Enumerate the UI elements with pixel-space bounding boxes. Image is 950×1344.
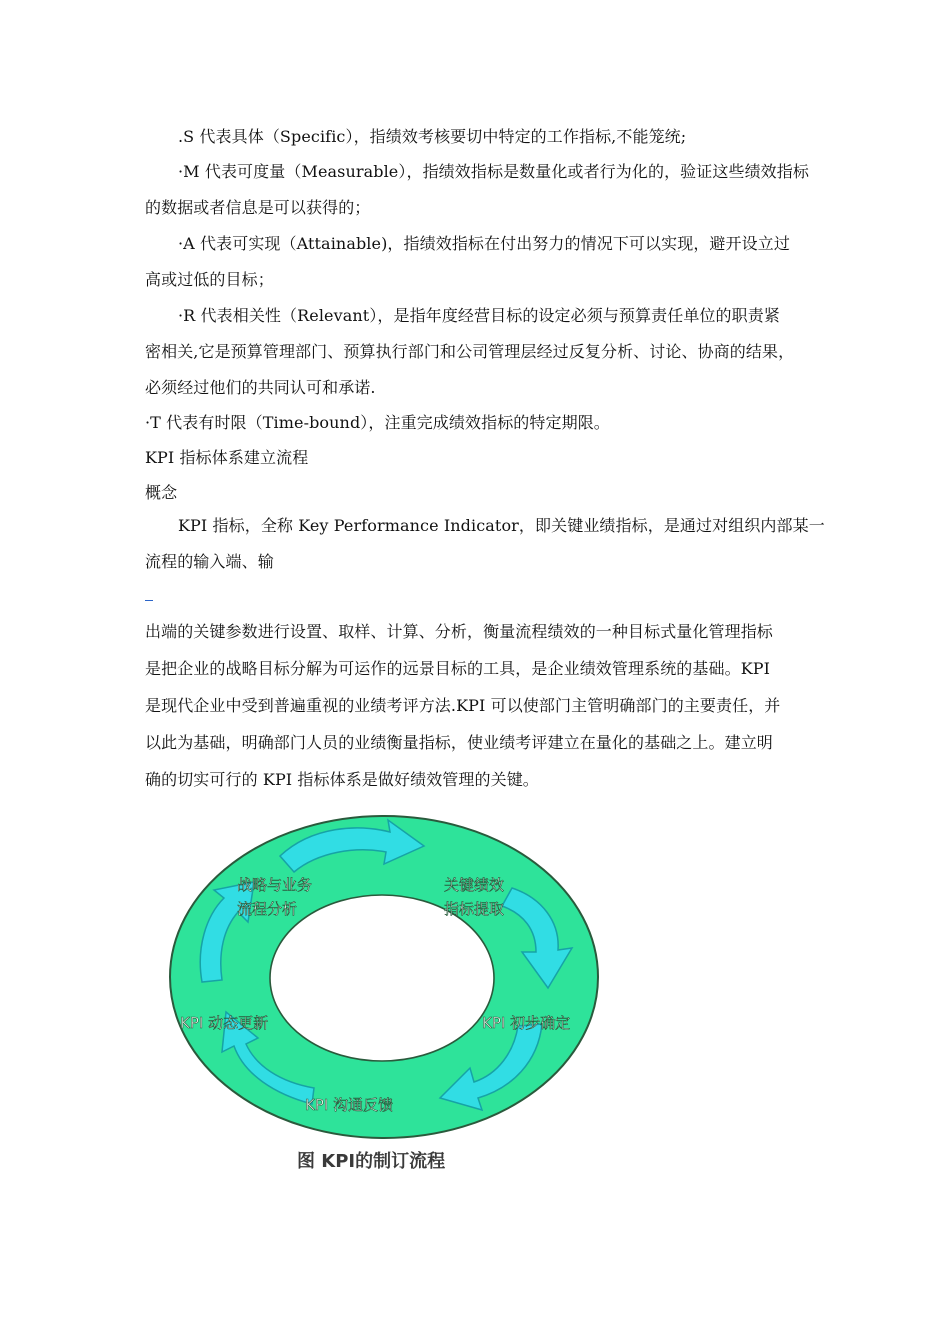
section-heading: KPI 指标体系建立流程: [145, 448, 309, 467]
smart-r-paragraph-line1: ·R 代表相关性（Relevant），是指年度经营目标的设定必须与预算责任单位的职责紧: [178, 306, 780, 325]
smart-r-paragraph-line3: 必须经过他们的共同认可和承诺.: [145, 378, 376, 397]
step-kpi-extraction-line1: 关键绩效: [444, 876, 505, 894]
kpi-body-line2: 是把企业的战略目标分解为可运作的远景目标的工具，是企业绩效管理系统的基础。KPI: [145, 659, 771, 678]
kpi-body-line3: 是现代企业中受到普遍重视的业绩考评方法.KPI 可以使部门主管明确部门的主要责任，并: [145, 696, 781, 715]
page-break-mark: [145, 600, 153, 601]
figure-caption: 图 KPI的制订流程: [297, 1151, 446, 1172]
step-kpi-initial: KPI 初步确定: [482, 1014, 571, 1032]
kpi-body-line5: 确的切实可行的 KPI 指标体系是做好绩效管理的关键。: [145, 770, 539, 789]
smart-a-paragraph-line2: 高或过低的目标；: [145, 270, 274, 289]
smart-a-paragraph-line1: ·A 代表可实现（Attainable)，指绩效指标在付出努力的情况下可以实现，避开设立过: [178, 234, 790, 253]
step-strategy-analysis-line2: 流程分析: [237, 900, 298, 918]
kpi-body-line1: 出端的关键参数进行设置、取样、计算、分析，衡量流程绩效的一种目标式量化管理指标: [145, 622, 773, 641]
kpi-cycle-diagram: [162, 812, 612, 1182]
step-kpi-feedback: KPI 沟通反馈: [305, 1096, 394, 1114]
kpi-body-line4: 以此为基础，明确部门人员的业绩衡量指标，使业绩考评建立在量化的基础之上。建立明: [145, 733, 773, 752]
kpi-process-figure: [162, 812, 612, 1182]
inner-hole: [270, 895, 494, 1061]
step-strategy-analysis-line1: 战略与业务: [237, 876, 313, 894]
kpi-definition-line1: KPI 指标，全称 Key Performance Indicator，即关键业绩指标，是通过对组织内部某一: [178, 516, 825, 535]
smart-m-paragraph-line2: 的数据或者信息是可以获得的；: [145, 198, 371, 217]
kpi-definition-line2: 流程的输入端、输: [145, 552, 274, 571]
concept-heading: 概念: [145, 483, 178, 502]
smart-r-paragraph-line2: 密相关,它是预算管理部门、预算执行部门和公司管理层经过反复分析、讨论、协商的结果，: [145, 342, 795, 361]
step-kpi-update: KPI 动态更新: [180, 1014, 269, 1032]
smart-s-paragraph: .S 代表具体（Specific），指绩效考核要切中特定的工作指标,不能笼统;: [178, 127, 687, 146]
step-kpi-extraction-line2: 指标提取: [444, 900, 505, 918]
smart-m-paragraph-line1: ·M 代表可度量（Measurable），指绩效指标是数量化或者行为化的，验证这些绩效指标: [178, 162, 809, 181]
smart-t-paragraph: ·T 代表有时限（Time-bound），注重完成绩效指标的特定期限。: [145, 413, 610, 432]
